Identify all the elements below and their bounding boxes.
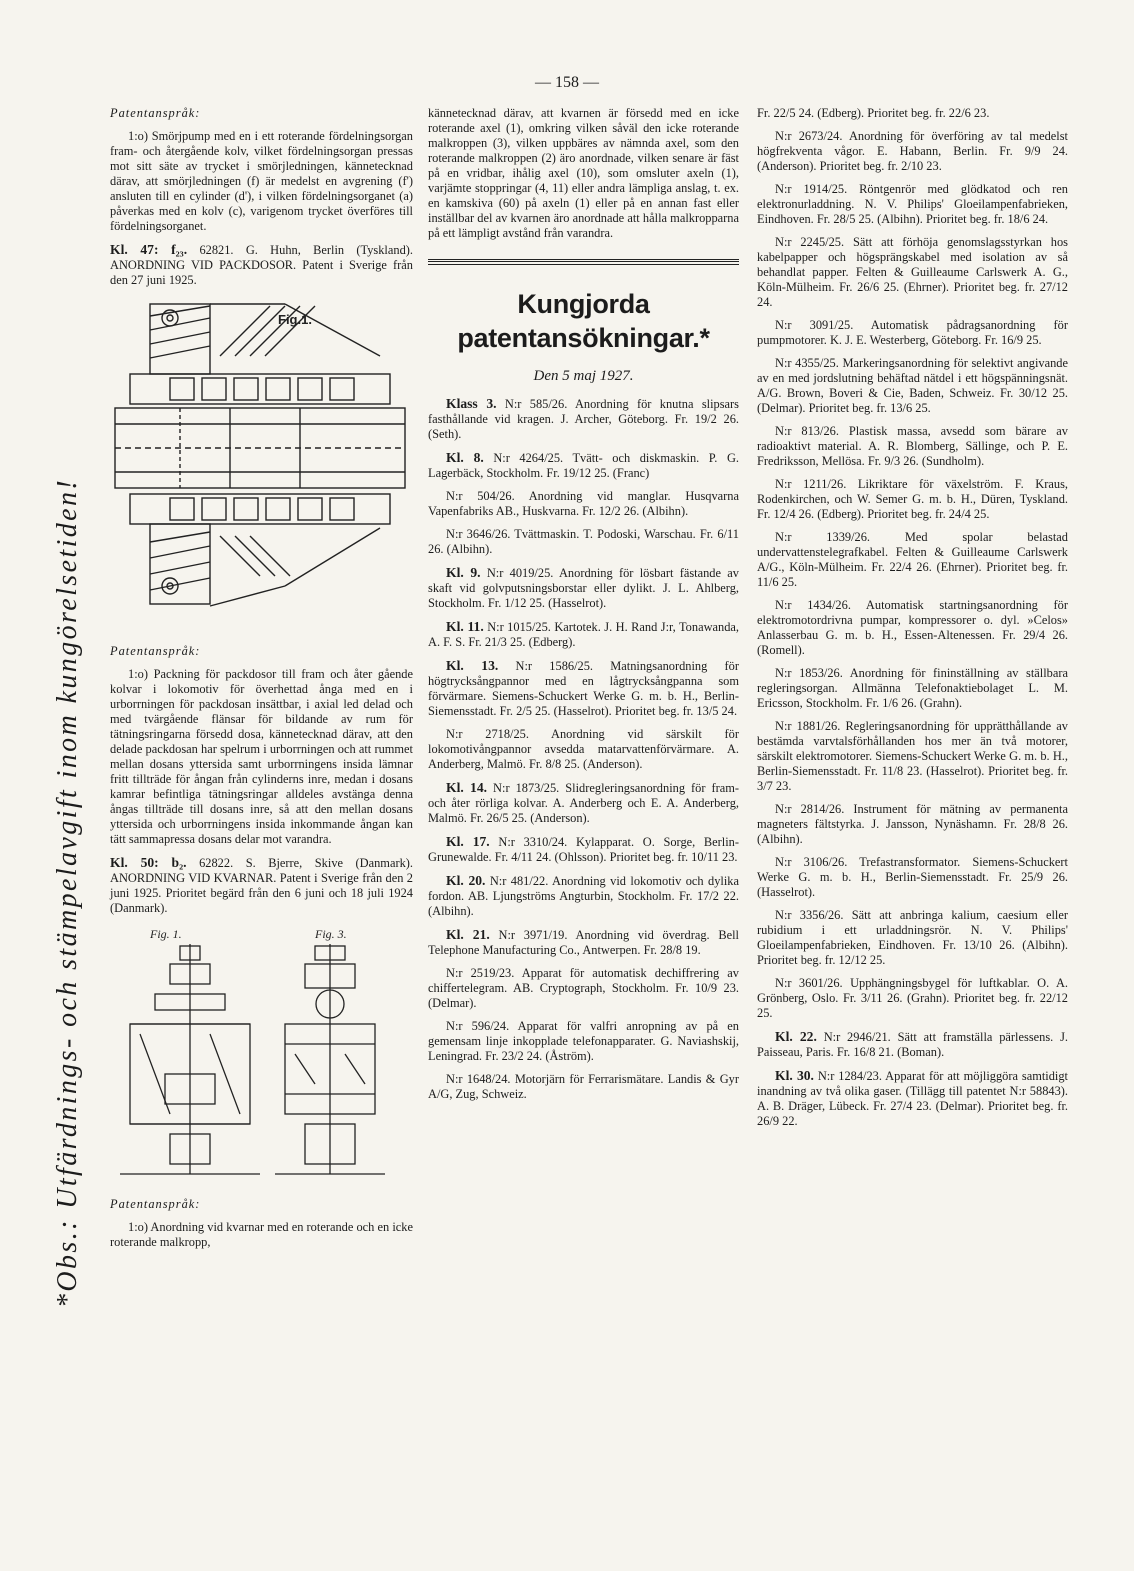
side-note: *Obs.: Utfärdnings- och stämpelavgift inom kungörelsetiden! <box>52 477 83 1308</box>
application-text: N:r 4355/25. Markeringsanordning för selektivt angivande av en med jordslutning behäftad nätdel i ett högspänningsnät. A/G. Brown, Boveri & Cie, Baden, Schweiz. Fr. 30/12 25. (Delmar). Prioritet beg. fr. 13/6 25. <box>757 356 1068 415</box>
application-entry <box>757 235 1068 310</box>
application-list <box>757 106 1068 1129</box>
application-text: N:r 1648/24. Motorjärn för Ferrarismätare. Landis & Gyr A/G, Zug, Schweiz. <box>428 1072 739 1101</box>
column-2 <box>428 106 739 1110</box>
application-text: Fr. 22/5 24. (Edberg). Prioritet beg. fr. 22/6 23. <box>757 106 990 120</box>
application-entry <box>757 424 1068 469</box>
application-entry <box>428 527 739 557</box>
application-entry <box>428 966 739 1011</box>
application-entry <box>757 182 1068 227</box>
application-text: N:r 3356/26. Sätt att anbringa kalium, caesium eller rubidium i ett urladdningsrör. N. V. Philips' Gloeilampenfabrieken, Eindhoven. Fr. 13/10 26. (Albihn). Prioritet beg. fr. 12/12 25. <box>757 908 1068 967</box>
figure-label: Fig.1. <box>278 312 312 327</box>
application-entry <box>757 1029 1068 1060</box>
application-text: N:r 1015/25. Kartotek. J. H. Rand J:r, Tonawanda, A. F. S. Fr. 21/3 25. (Edberg). <box>428 620 739 649</box>
application-text: N:r 585/26. Anordning för knutna slipsars fasthållande vid kragen. J. Archer, Göteborg. Fr. 19/2 26. (Seth). <box>428 397 740 441</box>
application-entry <box>757 356 1068 416</box>
application-text: N:r 1873/25. Slidregleringsanordning för fram- och åter rörliga kolvar. A. Anderberg och E. A. Anderberg, Malmö. Fr. 26/5 25. (Anderson). <box>428 781 740 825</box>
application-entry <box>428 450 739 481</box>
application-entry <box>757 1068 1068 1129</box>
application-text: N:r 1586/25. Matningsanordning för högtrycksångpannor med en lågtrycksångpanna som förvärmare. Siemens-Schuckert Werke G. m. b. H., Berlin-Siemensstadt. Fr. 2/5 25. (Hasselrot). Prioritet beg. fr. 13/5 24. <box>428 659 740 718</box>
application-text: N:r 3601/26. Upphängningsbygel för luftkablar. O. A. Grönberg, Oslo. Fr. 3/11 26. (Grahn). Prioritet beg. fr. 22/12 25. <box>757 976 1068 1020</box>
figure-mill <box>110 924 410 1189</box>
application-text: N:r 481/22. Anordning vid lokomotiv och dylika fordon. AB. Ljungströms Angturbin, Stockholm. Fr. 17/2 22. (Albihn). <box>428 874 739 918</box>
application-text: N:r 2245/25. Sätt att förhöja genomslagsstyrkan hos kabelpapper och högsprängskabel med isolation av så behandlat papper. Felten & Guilleaume Carlswerk A. G., Köln-Mülheim. Fr. 26/6 25. (Ehrner). Prioritet beg. fr. 27/12 24. <box>757 235 1068 309</box>
application-text: N:r 1853/26. Anordning för fininställning av ställbara regleringsorgan. Allmänna Telefonaktiebolaget L. M. Ericsson, Stockholm. Fr. 1/6 26. (Grahn). <box>757 666 1068 710</box>
figure-label: Fig. 3. <box>315 927 347 941</box>
application-entry <box>757 976 1068 1021</box>
section-heading: Kungjorda patentansökningar.* <box>457 289 710 353</box>
application-entry <box>428 619 739 650</box>
column-3 <box>757 106 1068 1137</box>
application-text: N:r 504/26. Anordning vid manglar. Husqvarna Vapenfabriks AB., Huskvarna. Fr. 12/2 26. (Albihn). <box>428 489 739 518</box>
application-entry <box>757 318 1068 348</box>
page-number: — 158 — <box>535 74 599 91</box>
application-text: N:r 1284/23. Apparat för att möjliggöra samtidigt inandning av två olika gaser. (Tillägg till patentet N:r 58843). A. B. Dräger, Lübeck. Fr. 27/4 23. (Delmar). Prioritet beg. fr. 26/9 22. <box>757 1069 1069 1128</box>
application-text: N:r 1434/26. Automatisk startningsanordning för elektromotordrivna pumpar, kompressorer o. dyl. »Celos» Anlasserbau G. m. b. H., Essen-Altenessen. Fr. 29/4 26. (Romell). <box>757 598 1068 657</box>
class-label: Kl. 30. <box>775 1068 814 1083</box>
application-text: N:r 596/24. Apparat för valfri anropning av på en gemensam linje inkopplade telefonapparater. G. Naviashskij, Leningrad. Fr. 23/2 24. (Åström). <box>428 1019 739 1063</box>
application-entry <box>428 658 739 719</box>
application-text: N:r 2718/25. Anordning vid särskilt för lokomotivångpannor avsedda matarvattenförvärmare. A. Anderberg, Malmö. Fr. 8/8 25. (Anderson). <box>428 727 739 771</box>
patent-entry-text: 62821. G. Huhn, Berlin (Tyskland). ANORDNING VID PACKDOSOR. Patent i Sverige från den 27 juni 1925. <box>110 243 413 287</box>
class-label: Kl. 22. <box>775 1029 817 1044</box>
claims-text: 1:o) Packning för packdosor till fram och åter gående kolvar i lokomotiv för överhettad ånga med en i urborrningen för packdosan insättbar, i axial led delad och med tvärgående flänsar för bildande av rum för tätningsringarna försedd dosa, kännetecknad därav, att den delade packdosan har spelrum i urborrningen och att rummet mellan dosans yttersida samt urborrningens insida lämnar fritt tillträde för ångan från cylinderns inre, medan i dosans kamrar befintliga tätningsringar alldeles avstänga denna ångas tillträde till dosans inre, så att den mellan dosans yttersida och urborrningens insida inkommande ångan kan tätt sammapressa dosans delar mot varandra. <box>110 667 413 846</box>
application-text: N:r 3106/26. Trefastransformator. Siemens-Schuckert Werke G. m. b. H., Berlin-Siemensstadt. Fr. 25/9 26. (Hasselrot). <box>757 855 1068 899</box>
application-entry <box>757 106 1068 121</box>
application-entry <box>757 530 1068 590</box>
application-text: N:r 1211/26. Likriktare för växelström. F. Kraus, Rodenkirchen, och W. Semer G. m. b. H., Düren, Tyskland. Fr. 12/4 26. (Edberg). Prioritet beg. fr. 24/4 25. <box>757 477 1068 521</box>
class-label: Kl. 50: b₂. <box>110 855 187 870</box>
column-1 <box>110 106 413 1258</box>
application-text: N:r 1881/26. Regleringsanordning för upprätthållande av bestämda varvtalsförhållanden hos mer än två motorer, särskilt elektromotorer. Siemens-Schuckert Werke G. m. b. H., Berlin-Siemensstadt. Fr. 11/8 23. (Hasselrot). Prioritet beg. fr. 3/7 23. <box>757 719 1068 793</box>
application-entry <box>757 598 1068 658</box>
application-entry <box>428 489 739 519</box>
class-label: Kl. 11. <box>446 619 484 634</box>
application-text: N:r 3091/25. Automatisk pådragsanordning för pumpmotorer. K. J. E. Westerberg, Göteborg. Fr. 16/9 25. <box>757 318 1068 347</box>
application-entry <box>428 927 739 958</box>
patent-entry-text: 62822. S. Bjerre, Skive (Danmark). ANORDNING VID KVARNAR. Patent i Sverige från den 2 juni 1925. Prioritet begärd från den 6 juni och 18 juli 1924 (Danmark). <box>110 856 413 915</box>
application-entry <box>428 565 739 611</box>
class-label: Kl. 8. <box>446 450 484 465</box>
application-text: N:r 813/26. Plastisk massa, avsedd som bärare av radioaktivt material. A. R. Blomberg, Sällinge, och P. E. Fredriksson, Mellösa. Fr. 9/3 26. (Sundholm). <box>757 424 1068 468</box>
application-entry <box>757 802 1068 847</box>
class-label: Kl. 9. <box>446 565 481 580</box>
claims-label: Patentanspråk: <box>110 1197 201 1211</box>
class-label: Kl. 21. <box>446 927 490 942</box>
application-entry <box>757 666 1068 711</box>
application-entry <box>428 727 739 772</box>
application-entry <box>757 908 1068 968</box>
application-entry <box>757 855 1068 900</box>
application-text: N:r 3646/26. Tvättmaskin. T. Podoski, Warschau. Fr. 6/11 26. (Albihn). <box>428 527 739 556</box>
divider-rule <box>428 259 739 265</box>
application-text: N:r 4019/25. Anordning för lösbart fästande av skaft vid golvputsningsborstar eller dylikt. J. L. Ahlberg, Stockholm. Fr. 1/12 25. (Hasselrot). <box>428 566 739 610</box>
application-entry <box>757 129 1068 174</box>
application-text: N:r 2673/24. Anordning för överföring av tal medelst högfrekventa vågor. E. Habann, Berlin. Fr. 9/9 24. (Anderson). Prioritet beg. fr. 2/10 23. <box>757 129 1068 173</box>
application-entry <box>428 396 739 442</box>
patent-entry-kl50 <box>110 855 413 916</box>
application-text: N:r 1914/25. Röntgenrör med glödkatod och ren elektronurladdning. N. V. Philips' Gloeilampenfabrieken, Eindhoven. Fr. 28/5 25. (Albihn). Prioritet beg. fr. 18/6 24. <box>757 182 1068 226</box>
application-entry <box>428 1072 739 1102</box>
application-entry <box>428 780 739 826</box>
class-label: Kl. 14. <box>446 780 488 795</box>
figure-packing-box <box>110 296 410 636</box>
application-text: N:r 2946/21. Sätt att framställa pärlessens. J. Paisseau, Paris. Fr. 16/8 21. (Boman). <box>757 1030 1068 1059</box>
application-text: N:r 3310/24. Kylapparat. O. Sorge, Berlin-Grunewalde. Fr. 4/11 24. (Ohlsson). Prioritet beg. fr. 10/11 23. <box>428 835 740 864</box>
application-entry <box>757 477 1068 522</box>
application-text: N:r 3971/19. Anordning vid överdrag. Bell Telephone Manufacturing Co., Antwerpen. Fr. 28/8 19. <box>428 928 740 957</box>
claims-label: Patentanspråk: <box>110 106 201 120</box>
application-text: N:r 2814/26. Instrument för mätning av permanenta magneters fältstyrka. J. Jansson, Nynäshamn. Fr. 28/8 26. (Albihn). <box>757 802 1068 846</box>
claims-label: Patentanspråk: <box>110 644 201 658</box>
application-text: N:r 2519/23. Apparat för automatisk dechiffrering av chiffertelegram. AB. Cryptograph, Stockholm. Fr. 10/9 23. (Delmar). <box>428 966 739 1010</box>
class-label: Kl. 47: f₂₃. <box>110 242 188 257</box>
application-text: N:r 1339/26. Med spolar belastad undervattenstelegrafkabel. Felten & Guilleaume Carlswerk A/G., Köln-Mülheim. Fr. 22/4 26. (Ehrner). Prioritet beg. fr. 11/6 25. <box>757 530 1068 589</box>
date-line: Den 5 maj 1927. <box>533 368 634 384</box>
class-label: Kl. 17. <box>446 834 490 849</box>
claims-continuation: kännetecknad därav, att kvarnen är försedd med en icke roterande axel (1), omkring vilken såväl den icke roterande malkroppen (3), vilken uppbäres av nämnda axel, som den roterande malkroppen (2) äro anordnade, vilken senare är fäst på en vridbar, ihålig axel (10), som omsluter axeln (1), varjämte stoppringar (4, 11) eller andra lämpliga anslag, t. ex. en kamskiva (60) på axeln (1) eller på en annan fast eller inställbar del av kvarnen äro anordnade att hålla malkropparna på ett lämpligt avstånd från varandra. <box>428 106 739 240</box>
claims-text: 1:o) Smörjpump med en i ett roterande fördelningsorgan fram- och återgående kolv, vilket fördelningsorgan pressas mot sitt säte av trycket i smörjledningen, kännetecknad därav, att smörjledningen (f) är medelst en avgrening (f') ansluten till en cylinder (d'), i vilken fördelningsorganet (a) påverkas med en kolv (c), varigenom trycket överföres till fördelningsorganet. <box>110 129 413 233</box>
class-label: Kl. 20. <box>446 873 486 888</box>
application-entry <box>428 1019 739 1064</box>
patent-entry-kl47 <box>110 242 413 288</box>
application-text: N:r 4264/25. Tvätt- och diskmaskin. P. G. Lagerbäck, Stockholm. Fr. 19/12 25. (Franc) <box>428 451 740 480</box>
figure-label: Fig. 1. <box>150 927 182 941</box>
claims-text: 1:o) Anordning vid kvarnar med en roterande och en icke roterande malkropp, <box>110 1220 413 1249</box>
class-label: Kl. 13. <box>446 658 499 673</box>
application-entry <box>428 873 739 919</box>
class-label: Klass 3. <box>446 396 497 411</box>
application-list <box>428 396 739 1102</box>
application-entry <box>757 719 1068 794</box>
application-entry <box>428 834 739 865</box>
